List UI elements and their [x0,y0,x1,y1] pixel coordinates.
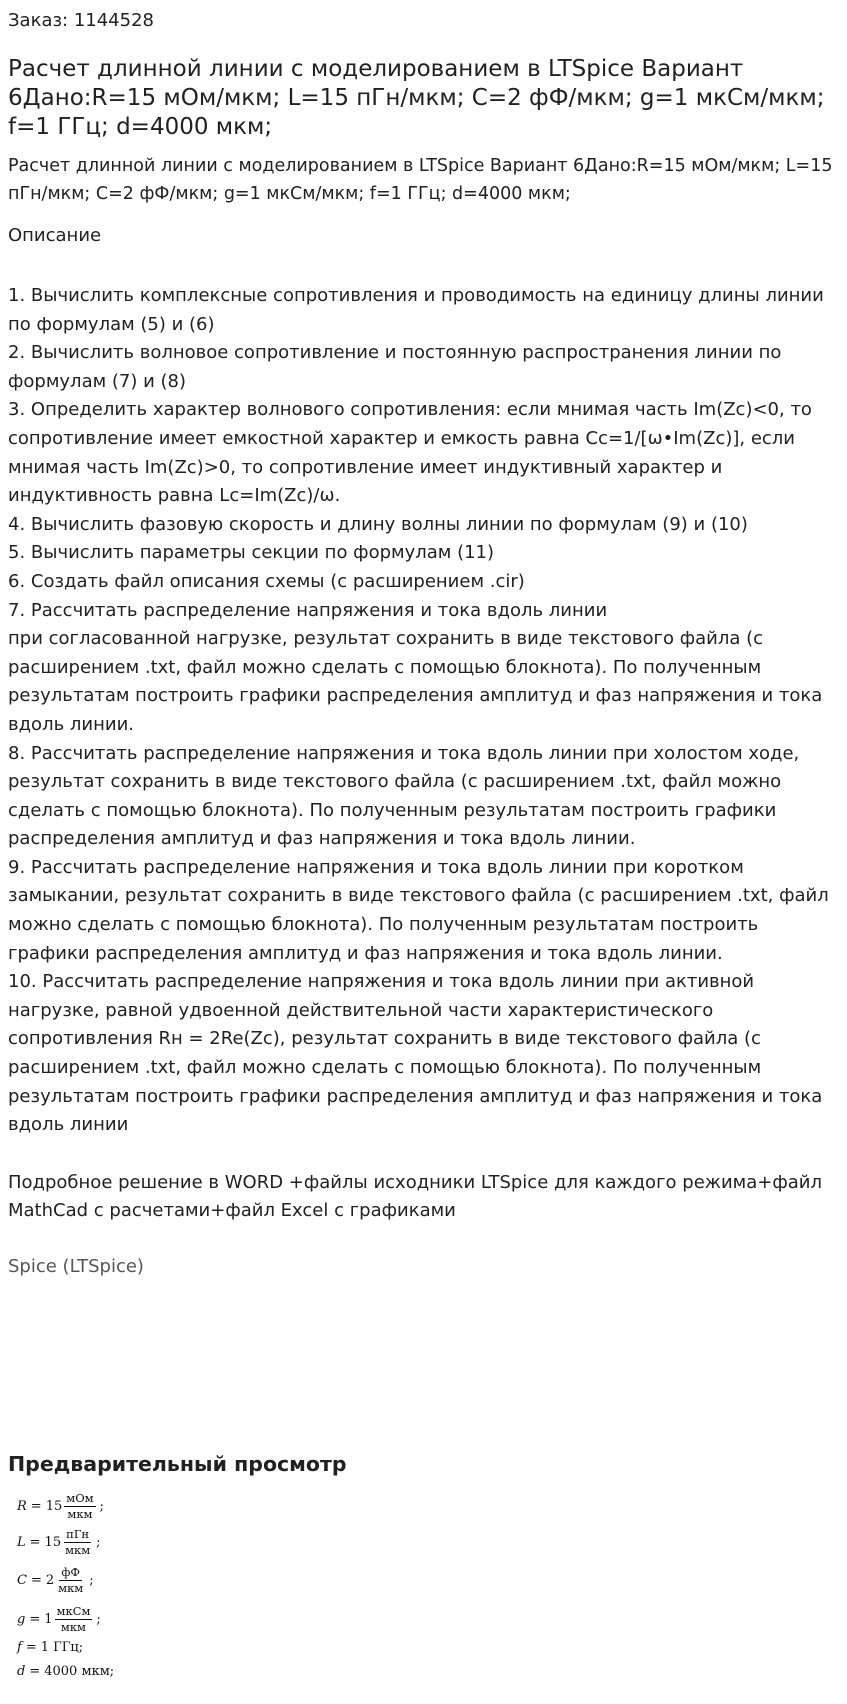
unit-numerator: мкСм [56,1603,91,1618]
formula-var: g [17,1611,26,1627]
description-line: 4. Вычислить фазовую скорость и длину волны линии по формулам (9) и (10) [8,513,748,535]
formula-row-g [17,1601,101,1637]
unit-denominator: мкм [67,1506,93,1521]
description-line: 2. Вычислить волновое сопротивление и постоянную распространения линии по формулам (7) и (8) [8,342,782,392]
unit-numerator: пГн [66,1526,90,1541]
formula-row-r [17,1488,104,1524]
semicolon: ; [89,1572,94,1588]
unit-fraction [56,1566,85,1595]
description-line: 9. Рассчитать распределение напряжения и тока вдоль линии при коротком замыкании, результат сохранить в виде текстового файла (с расширением .txt, файл можно сделать с помощью блокнота). По полученным результатам построить графики распределения амплитуд и фаз напряжения и тока вдоль линии. [8,856,829,964]
page-subtitle: Расчет длинной линии с моделированием в LTSpice Вариант 6Дано:R=15 мОм/мкм; L=15 пГн/мкм; C=2 фФ/мкм; g=1 мкСм/мкм; f=1 ГГц; d=4000 мкм; [8,156,833,204]
page-title: Расчет длинной линии с моделированием в LTSpice Вариант 6Дано:R=15 мОм/мкм; L=15 пГн/мкм; C=2 фФ/мкм; g=1 мкСм/мкм; f=1 ГГц; d=4000 мкм; [8,56,825,140]
preview-heading: Предварительный просмотр [8,1452,347,1476]
equals-sign: = [29,1611,41,1627]
unit-numerator: мОм [66,1490,94,1505]
formula-var: f [17,1639,22,1655]
formula-var: R [17,1498,27,1514]
equals-sign: = [30,1572,42,1588]
equals-sign: = [29,1663,41,1679]
equals-sign: = [25,1639,37,1655]
formula-var: L [17,1534,26,1550]
description-body [8,282,839,1140]
unit-denominator: мкм [58,1580,84,1595]
final-note: Подробное решение в WORD +файлы исходники LTSpice для каждого режима+файл MathCad с расчетами+файл Excel с графиками [8,1171,822,1222]
formula-value: 15 [45,1498,63,1514]
order-number: Заказ: 1144528 [8,10,154,31]
description-line: 10. Рассчитать распределение напряжения и тока вдоль линии при активной нагрузке, равной удвоенной действительной части характеристического сопротивления Rн = 2Re(Zc), результат сохранить в виде текстового файла (с расширением .txt, файл можно сделать с помощью блокнота). По полученным результатам построить графики распределения амплитуд и фаз напряжения и тока вдоль линии [8,971,823,1136]
equals-sign: = [29,1534,41,1550]
unit-denominator: мкм [65,1542,91,1557]
category-tag [8,1253,839,1281]
description-line: 6. Создать файл описания схемы (с расширением .cir) [8,570,525,592]
unit-denominator: мкм [60,1619,86,1634]
semicolon: ; [96,1534,101,1550]
equals-sign: = [30,1498,42,1514]
preview-image [17,1488,337,1698]
formula-var: d [17,1663,26,1679]
description-line: 8. Рассчитать распределение напряжения и тока вдоль линии при холостом ходе, результат сохранить в виде текстового файла (с расширением .txt, файл можно сделать с помощью блокнота). По полученным результатам построить графики распределения амплитуд и фаз напряжения и тока вдоль линии. [8,742,800,850]
description-line: при согласованной нагрузке, результат сохранить в виде текстового файла (с расширением .txt, файл можно сделать с помощью блокнота). По полученным результатам построить графики распределения амплитуд и фаз напряжения и тока вдоль линии. [8,628,823,735]
formula-var: C [17,1572,27,1588]
description-line: 7. Рассчитать распределение напряжения и тока вдоль линии [8,599,608,621]
semicolon: ; [96,1611,101,1627]
formula-row-f [17,1634,83,1660]
formula-value: 15 [44,1534,62,1550]
tag-link-ltspice[interactable]: Spice (LTSpice) [8,1256,144,1277]
description-heading: Описание [8,225,102,246]
description-line: 5. Вычислить параметры секции по формулам (11) [8,542,495,564]
unit-fraction [63,1528,92,1557]
unit-fraction [64,1492,95,1521]
unit-fraction [55,1605,93,1634]
formula-value: 2 [45,1572,55,1588]
formula-row-c [17,1562,94,1598]
semicolon: ; [99,1498,104,1514]
formula-value: 4000 мкм; [44,1663,115,1679]
formula-row-d [17,1658,114,1684]
unit-numerator: фФ [61,1564,80,1579]
description-line: 1. Вычислить комплексные сопротивления и проводимость на единицу длины линии по формулам (5) и (6) [8,285,824,335]
formula-value: 1 ГГц; [40,1639,84,1655]
description-line: 3. Определить характер волнового сопротивления: если мнимая часть Im(Zc)<0, то сопротивление имеет емкостной характер и емкость равна Cc=1/[ω•Im(Zc)], если мнимая часть Im(Zc)>0, то сопротивление имеет индуктивный характер и индуктивность равна Lc=Im(Zc)/ω. [8,399,812,507]
formula-row-l [17,1524,101,1560]
formula-value: 1 [44,1611,53,1627]
